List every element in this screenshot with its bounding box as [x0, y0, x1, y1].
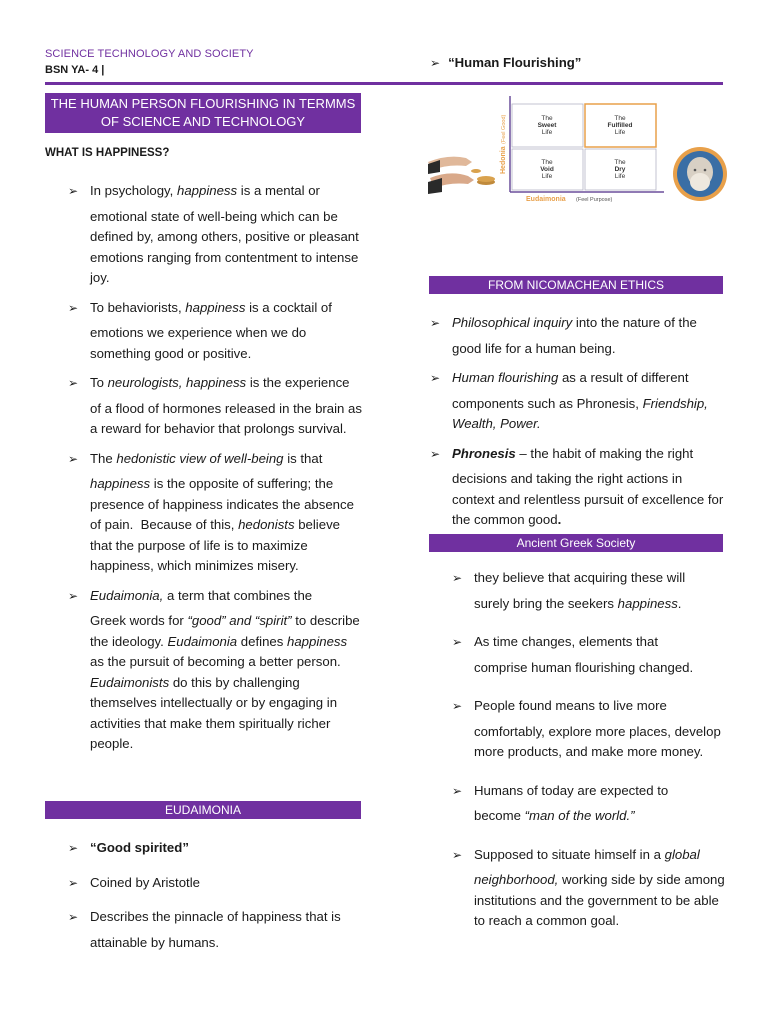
list-item: ➢ Phronesis – the habit of making the right decisions and taking the right actions in context and relentless pursuit of excellence for the common good.	[430, 445, 724, 527]
arrow-bullet-icon: ➢	[68, 184, 79, 198]
arrow-bullet-icon: ➢	[68, 910, 79, 924]
quadrant-label: Fulfilled	[607, 122, 633, 129]
quadrant-label: The	[614, 115, 626, 122]
happiness-definitions-list	[68, 181, 364, 764]
list-item: ➢ To behaviorists, happiness is a cocktail of emotions we experience when we do something good or positive.	[68, 299, 332, 361]
human-flourishing-heading	[430, 55, 581, 70]
list-item: ➢ In psychology, happiness is a mental or emotional state of well-being which can be defined by, among others, positive or pleasant emotions ranging from contentment to intense joy.	[68, 183, 359, 285]
arrow-bullet-icon: ➢	[68, 300, 79, 315]
arrow-bullet-icon: ➢	[452, 571, 463, 585]
coined-text: Coined by Aristotle	[90, 874, 200, 890]
list-item	[68, 907, 364, 953]
what-is-happiness-heading: WHAT IS HAPPINESS?	[45, 147, 170, 159]
arrow-bullet-icon: ➢	[68, 588, 79, 603]
list-item: ➢ As time changes, elements that comprise human flourishing changed.	[452, 634, 694, 675]
arrow-bullet-icon: ➢	[430, 446, 441, 461]
list-item: ➢ Eudaimonia, a term that combines the Greek words for “good” and “spirit” to describe the ideology. Eudaimonia defines happiness as the pursuit of becoming a better person. Eudaimonists do this by challenging themselves intellectually or by engaging in activities that make them spiritually richer people.	[68, 587, 360, 751]
pinnacle-line2: attainable by humans.	[90, 934, 220, 950]
arrow-bullet-icon: ➢	[430, 56, 441, 70]
human-flourishing-text: “Human Flourishing”	[448, 55, 582, 70]
arrow-bullet-icon: ➢	[68, 841, 79, 855]
list-item: ➢ To neurologists, happiness is the experience of a flood of hormones released in the brain as a reward for behavior that prolongs survival.	[68, 375, 362, 436]
ancient-greek-society-banner: Ancient Greek Society	[429, 534, 723, 552]
arrow-bullet-icon: ➢	[68, 451, 79, 466]
arrow-bullet-icon: ➢	[452, 783, 463, 798]
arrow-bullet-icon: ➢	[452, 847, 463, 862]
good-spirited-text: “Good spirited”	[90, 840, 189, 855]
list-item: ➢ Philosophical inquiry into the nature of the good life for a human being.	[430, 315, 697, 356]
page-title-line1: THE HUMAN PERSON FLOURISHING IN TERMMS	[50, 96, 356, 111]
list-item: ➢ they believe that acquiring these will surely bring the seekers happiness.	[452, 570, 686, 611]
list-item: ➢ Supposed to situate himself in a global neighborhood, working side by side among institutions and the government to be able to reach a common goal.	[452, 846, 725, 928]
y-axis-sublabel: (Feel Good)	[501, 114, 507, 144]
quadrant-label: Dry	[614, 166, 626, 173]
arrow-bullet-icon: ➢	[68, 875, 79, 890]
list-item: ➢ Humans of today are expected to become “man of the world.”	[452, 782, 669, 823]
eudaimonia-list	[68, 838, 364, 962]
course-title: SCIENCE TECHNOLOGY AND SOCIETY	[45, 48, 254, 60]
list-item	[68, 873, 364, 894]
x-axis-sublabel: (Feel Purpose)	[576, 197, 613, 203]
arrow-bullet-icon: ➢	[452, 635, 463, 649]
list-item	[68, 838, 364, 859]
nicomachean-list	[430, 313, 726, 540]
arrow-bullet-icon: ➢	[452, 699, 463, 713]
quadrant-label: Sweet	[537, 122, 557, 129]
list-item: ➢ People found means to live more comfortably, explore more places, develop more products, and make more money.	[452, 698, 721, 759]
quadrant-label: Void	[540, 166, 554, 173]
eudaimonia-banner: EUDAIMONIA	[45, 801, 361, 819]
quadrant-label: Life	[614, 129, 626, 136]
hands-coins-illustration	[428, 157, 495, 194]
quadrant-label: Life	[541, 173, 553, 180]
page-title-line2: OF SCIENCE AND TECHNOLOGY	[100, 114, 306, 129]
x-axis-label: Eudaimonia	[526, 196, 566, 203]
ancient-greek-list	[452, 568, 728, 941]
flourishing-quadrant-chart	[428, 92, 738, 207]
header-divider	[45, 82, 723, 85]
section-label: BSN YA- 4 |	[45, 64, 105, 76]
aristotle-portrait	[673, 147, 727, 201]
quadrant-label: The	[541, 159, 553, 166]
page-title	[45, 93, 361, 133]
list-item: ➢ Human flourishing as a result of different components such as Phronesis, Friendship, Wealth, Power.	[430, 370, 708, 431]
quadrant-label: The	[541, 115, 553, 122]
arrow-bullet-icon: ➢	[430, 371, 441, 385]
arrow-bullet-icon: ➢	[68, 376, 79, 390]
nicomachean-ethics-banner: FROM NICOMACHEAN ETHICS	[429, 276, 723, 294]
list-item: ➢ The hedonistic view of well-being is that happiness is the opposite of suffering; the presence of happiness indicates the absence of pain. Because of this, hedonists believe that the purpose of life is to maximize happiness, which minimizes misery.	[68, 450, 354, 573]
pinnacle-line1: Describes the pinnacle of happiness that is	[90, 909, 341, 924]
quadrant-label: Life	[541, 129, 553, 136]
quadrant-label: The	[614, 159, 626, 166]
quadrant-label: Life	[614, 173, 626, 180]
arrow-bullet-icon: ➢	[430, 316, 441, 330]
y-axis-label: Hedonia	[500, 146, 507, 174]
